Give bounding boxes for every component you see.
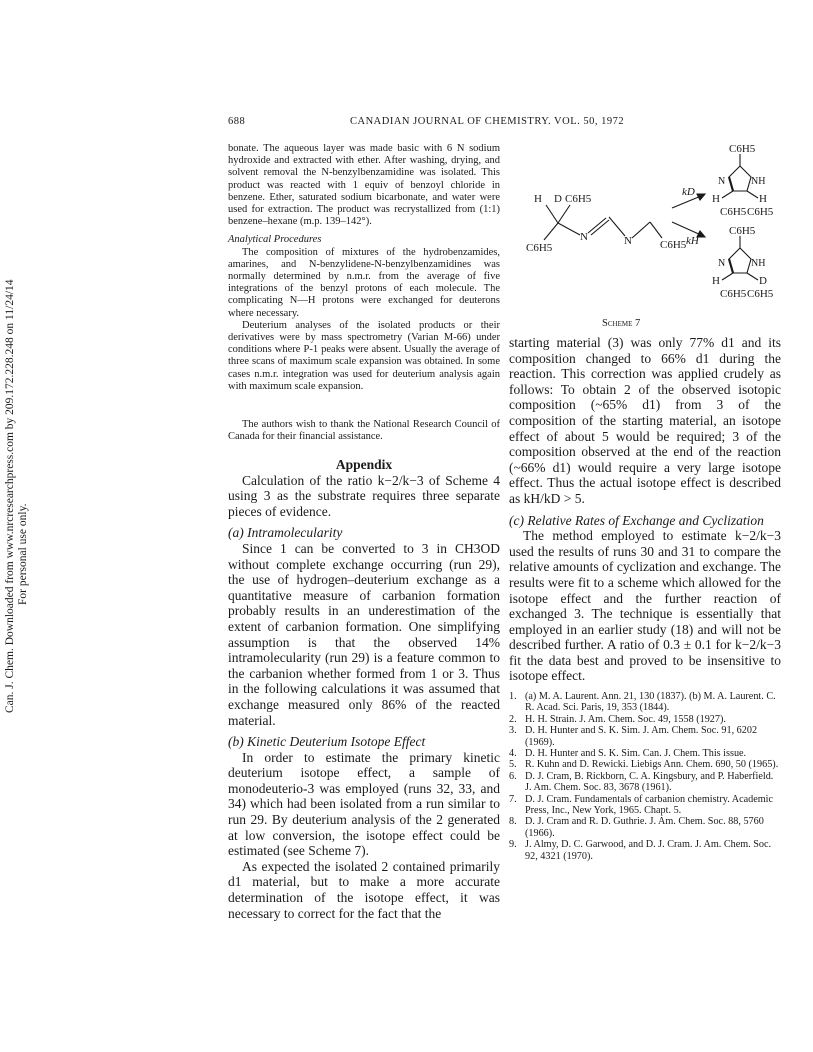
reference-text: (a) M. A. Laurent. Ann. 21, 130 (1837). (b) M. A. Laurent. C. R. Acad. Sci. Paris, 19, 353 (1844). bbox=[525, 691, 776, 714]
left-column-top bbox=[228, 143, 500, 443]
reference-item bbox=[509, 839, 781, 862]
reference-text: D. J. Cram, B. Rickborn, C. A. Kingsbury, and P. Haberfield. J. Am. Chem. Soc. 83, 3678 (1961). bbox=[525, 770, 774, 794]
kh-label: kH bbox=[686, 235, 699, 247]
appendix-section bbox=[228, 457, 500, 921]
isotope-effect-heading: (b) Kinetic Deuterium Isotope Effect bbox=[228, 734, 426, 750]
reference-text: D. H. Hunter and S. K. Sim. Can. J. Chem. This issue. bbox=[525, 748, 747, 760]
reference-item bbox=[509, 794, 781, 817]
reference-item bbox=[509, 714, 781, 725]
reference-number: 8. bbox=[509, 816, 517, 828]
reference-text: D. J. Cram. Fundamentals of carbanion chemistry. Academic Press, Inc., New York, 1965. Chapt. 5. bbox=[525, 793, 774, 817]
phenyl-label: C6H5 bbox=[565, 193, 592, 205]
relative-rates-heading: (c) Relative Rates of Exchange and Cyclization bbox=[509, 512, 764, 528]
download-notice bbox=[4, 175, 29, 715]
phenyl-label: C6H5 bbox=[747, 288, 774, 300]
intramolecularity-text: Since 1 can be converted to 3 in CH3OD without complete exchange occurring (run 29), the use of hydrogen–deuterium exchange as a quantitative measure of carbanion formation probably results in an underestimation of the extent of carbanion formation. One simplifying assumption is that the observed 14% intramolecularity (run 29) is a feature common to the carbanion whether formed from 1 or 3. Thus in the following calculations it was assumed that exchange measured only 86% of the reacted material. bbox=[228, 540, 500, 728]
nh-label: NH bbox=[751, 258, 766, 269]
reference-text: R. Kuhn and D. Rewicki. Liebigs Ann. Chem. 690, 50 (1965). bbox=[525, 759, 779, 771]
phenyl-label: C6H5 bbox=[747, 206, 774, 218]
scheme-7-diagram bbox=[520, 138, 790, 313]
reference-number: 6. bbox=[509, 770, 517, 782]
reference-number: 9. bbox=[509, 839, 517, 851]
reference-item bbox=[509, 759, 781, 770]
appendix-heading: Appendix bbox=[335, 457, 393, 472]
reference-number: 3. bbox=[509, 725, 517, 737]
page-number: 688 bbox=[228, 116, 246, 127]
n-label: N bbox=[718, 258, 726, 269]
n-label: N bbox=[580, 231, 588, 243]
references bbox=[509, 691, 781, 862]
right-column bbox=[509, 335, 781, 684]
phenyl-label: C6H5 bbox=[526, 242, 553, 254]
nh-label: NH bbox=[751, 176, 766, 187]
h-label: H bbox=[759, 193, 767, 205]
relative-rates-text: The method employed to estimate k−2/k−3 used the results of runs 30 and 31 to compare the relative amounts of cyclization and exchange. The results were fit to a scheme which allowed for the isotope effect and the further reaction of exchanged 3. The technique is essentially that employed in an earlier study (18) and will not be described further. A ratio of 0.3 ± 0.1 for k−2/k−3 fit the data best and proved to be insensitive to isotope effect. bbox=[509, 528, 781, 684]
reference-number: 2. bbox=[509, 713, 517, 725]
scheme-caption: Scheme 7 bbox=[602, 318, 641, 329]
phenyl-label: C6H5 bbox=[720, 288, 747, 300]
analytical-heading: Analytical Procedures bbox=[228, 234, 322, 246]
journal-title: CANADIAN JOURNAL OF CHEMISTRY. VOL. 50, 1972 bbox=[350, 116, 625, 127]
deuterium-paragraph: Deuterium analyses of the isolated products or their derivatives were by mass spectrometry (Varian M-66) under conditions where P-1 peaks were absent. Usually the average of three scans of maximum scale expansion was obtained. In some cases n.m.r. integration was used for deuterium analysis again with maximum scale expansion. bbox=[228, 319, 500, 392]
n-label: N bbox=[718, 176, 726, 187]
reference-item bbox=[509, 725, 781, 748]
reference-item bbox=[509, 816, 781, 839]
reference-text: J. Almy, D. C. Garwood, and D. J. Cram. J. Am. Chem. Soc. 92, 4321 (1970). bbox=[525, 839, 772, 862]
h-label: H bbox=[712, 275, 720, 287]
download-notice-line1: Can. J. Chem. Downloaded from www.nrcresearchpress.com by 209.172.228.248 on 11/24/14 bbox=[4, 279, 16, 713]
reference-number: 4. bbox=[509, 748, 517, 760]
h-label: H bbox=[712, 193, 720, 205]
n-label: N bbox=[624, 235, 632, 247]
intramolecularity-heading: (a) Intramolecularity bbox=[228, 525, 343, 541]
d-label: D bbox=[554, 193, 562, 205]
reference-item bbox=[509, 771, 781, 794]
methods-paragraph: bonate. The aqueous layer was made basic with 6 N sodium hydroxide and extracted with ether. After washing, drying, and solvent removal the N-benzylbenzamidine was isolated. This product was reacted with 1 equiv of benzoyl chloride in benzene. Ether, saturated sodium bicarbonate, and water were used for extraction. The product was recrystallized from (1:1) benzene–hexane (m.p. 139–142°). bbox=[228, 143, 500, 228]
isotope-correction-text: starting material (3) was only 77% d1 and its composition changed to 66% d1 during the reaction. This correction was applied crudely as follows: To obtain 2 of the observed isotopic composition (~65% d1) from 3 of the composition of the starting material, an isotope effect of about 5 would be required; 3 of the composition observed at the end of the reaction (~66% d1) would require a very large isotope effect. Thus the actual isotope effect is described as kH/kD > 5. bbox=[509, 335, 781, 506]
appendix-intro: Calculation of the ratio k−2/k−3 of Scheme 4 using 3 as the substrate requires three separate pieces of evidence. bbox=[228, 472, 500, 519]
reference-item bbox=[509, 748, 781, 759]
reference-text: H. H. Strain. J. Am. Chem. Soc. 49, 1558 (1927). bbox=[525, 713, 726, 725]
phenyl-label: C6H5 bbox=[720, 206, 747, 218]
acknowledgement: The authors wish to thank the National Research Council of Canada for their financial assistance. bbox=[228, 419, 500, 443]
reference-number: 1. bbox=[509, 691, 517, 702]
download-notice-line2: For personal use only. bbox=[17, 503, 29, 605]
h-label: H bbox=[534, 193, 542, 205]
analytical-paragraph: The composition of mixtures of the hydrobenzamides, amarines, and N-benzylidene-N-benzylbenzamidines was normally determined by n.m.r. from the average of five integrations of the benzyl protons of each molecule. The complicating N—H protons were exchanged for deuterons where necessary. bbox=[228, 246, 500, 319]
reference-number: 7. bbox=[509, 793, 517, 805]
reaction-arrows bbox=[672, 194, 705, 237]
phenyl-label: C6H5 bbox=[729, 225, 756, 237]
isotope-effect-text: In order to estimate the primary kinetic deuterium isotope effect, a sample of monodeuterio-3 was employed (runs 32, 33, and 34) which had been isolated from a run similar to run 29. By deuterium analysis of the 2 generated at low conversion, the isotope effect could be estimated (see Scheme 7). bbox=[228, 749, 500, 859]
d-label: D bbox=[759, 275, 767, 287]
reference-list bbox=[509, 691, 781, 862]
isotope-effect-text-2: As expected the isolated 2 contained primarily d1 material, but to make a more accurate determination of the isotope effect, it was necessary to correct for the fact that the bbox=[228, 858, 500, 921]
phenyl-label: C6H5 bbox=[660, 239, 687, 251]
reference-text: D. J. Cram and R. D. Guthrie. J. Am. Chem. Soc. 88, 5760 (1966). bbox=[525, 816, 764, 839]
kd-label: kD bbox=[682, 186, 695, 198]
reference-item bbox=[509, 691, 781, 714]
phenyl-label: C6H5 bbox=[729, 143, 756, 155]
reference-number: 5. bbox=[509, 759, 517, 771]
benzylidene-amidine-structure bbox=[544, 205, 662, 240]
reference-text: D. H. Hunter and S. K. Sim. J. Am. Chem. Soc. 91, 6202 (1969). bbox=[525, 725, 758, 748]
